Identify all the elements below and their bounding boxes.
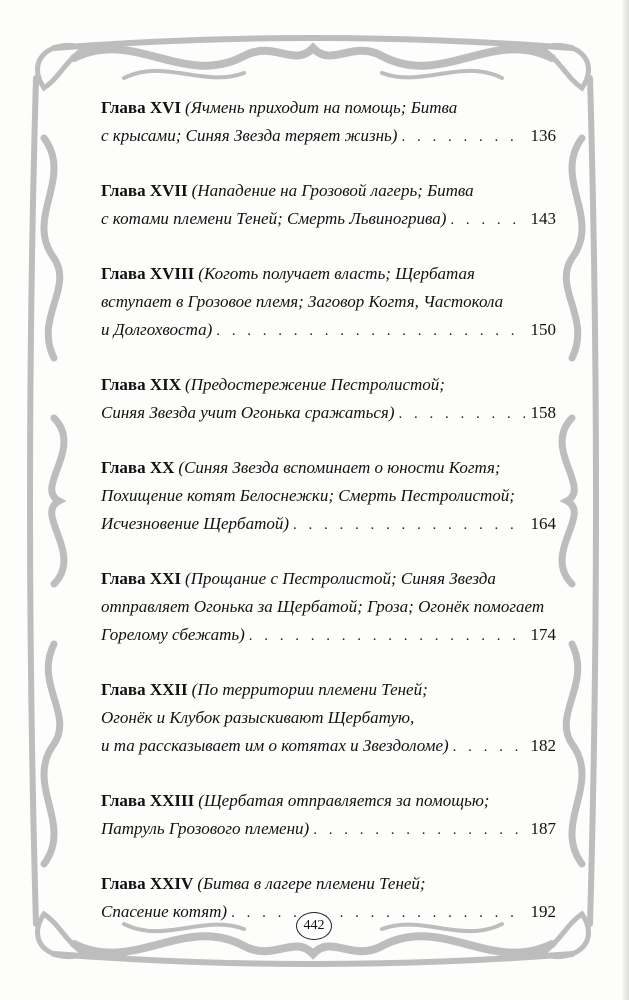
toc-entry-line bbox=[101, 565, 556, 593]
chapter-page-number: 136 bbox=[530, 126, 556, 145]
chapter-page-number: 192 bbox=[530, 902, 556, 921]
chapter-page-number: 158 bbox=[530, 403, 556, 422]
chapter-label: Глава XVI bbox=[101, 98, 182, 117]
page-edge-shadow bbox=[621, 0, 629, 1000]
chapter-label: Глава XX bbox=[101, 458, 175, 477]
toc-entry-line bbox=[101, 732, 556, 760]
toc-entry-line bbox=[101, 704, 556, 732]
chapter-label: Глава XXI bbox=[101, 569, 182, 588]
toc-entry-line bbox=[101, 787, 556, 815]
chapter-page-number: 187 bbox=[530, 819, 556, 838]
toc-entry-line bbox=[101, 621, 556, 649]
toc-entry-line bbox=[101, 593, 556, 621]
chapter-description: с крысами; Синяя Звезда теряет жизнь) bbox=[101, 126, 398, 145]
toc-entry-line bbox=[101, 482, 556, 510]
chapter-label: Глава XVII bbox=[101, 181, 188, 200]
dot-leader bbox=[313, 816, 524, 844]
chapter-description: (Коготь получает власть; Щербатая bbox=[198, 264, 475, 283]
chapter-description: вступает в Грозовое племя; Заговор Когтя, Частокола bbox=[101, 292, 504, 311]
chapter-description: (Нападение на Грозовой лагерь; Битва bbox=[191, 181, 474, 200]
dot-leader bbox=[216, 317, 524, 345]
toc-entry bbox=[101, 565, 556, 649]
dot-leader bbox=[401, 123, 524, 151]
toc-entry-line bbox=[101, 288, 556, 316]
chapter-page-number: 143 bbox=[530, 209, 556, 228]
toc-entry bbox=[101, 94, 556, 150]
toc-entry-line bbox=[101, 510, 556, 538]
toc-entry bbox=[101, 676, 556, 760]
chapter-description: (Прощание с Пестролистой; Синяя Звезда bbox=[185, 569, 496, 588]
toc-entry bbox=[101, 371, 556, 427]
toc-entry bbox=[101, 260, 556, 344]
chapter-description: и та рассказывает им о котятах и Звездоломе) bbox=[101, 736, 449, 755]
table-of-contents bbox=[101, 94, 556, 953]
chapter-description: (Синяя Звезда вспоминает о юности Когтя; bbox=[178, 458, 501, 477]
toc-entry-line bbox=[101, 870, 556, 898]
chapter-description: Огонёк и Клубок разыскивают Щербатую, bbox=[101, 708, 415, 727]
toc-entry-line bbox=[101, 94, 556, 122]
page-number: 442 bbox=[296, 912, 332, 940]
chapter-description: (Ячмень приходит на помощь; Битва bbox=[185, 98, 458, 117]
chapter-page-number: 150 bbox=[530, 320, 556, 339]
chapter-label: Глава XXII bbox=[101, 680, 188, 699]
chapter-description: (Щербатая отправляется за помощью; bbox=[198, 791, 490, 810]
toc-entry-line bbox=[101, 371, 556, 399]
chapter-label: Глава XIX bbox=[101, 375, 182, 394]
chapter-description: Синяя Звезда учит Огонька сражаться) bbox=[101, 403, 395, 422]
chapter-description: с котами племени Теней; Смерть Львиногрива) bbox=[101, 209, 447, 228]
chapter-description: Похищение котят Белоснежки; Смерть Пестролистой; bbox=[101, 486, 515, 505]
toc-entry-line bbox=[101, 815, 556, 843]
chapter-description: Исчезновение Щербатой) bbox=[101, 514, 290, 533]
chapter-page-number: 174 bbox=[530, 625, 556, 644]
chapter-label: Глава XXIV bbox=[101, 874, 194, 893]
toc-entry bbox=[101, 177, 556, 233]
chapter-description: (По территории племени Теней; bbox=[191, 680, 428, 699]
chapter-description: (Битва в лагере племени Теней; bbox=[197, 874, 426, 893]
toc-entry bbox=[101, 454, 556, 538]
toc-entry-line bbox=[101, 399, 556, 427]
dot-leader bbox=[453, 733, 525, 761]
toc-entry bbox=[101, 787, 556, 843]
toc-entry-line bbox=[101, 260, 556, 288]
toc-entry-line bbox=[101, 177, 556, 205]
toc-entry-line bbox=[101, 316, 556, 344]
chapter-label: Глава XXIII bbox=[101, 791, 195, 810]
chapter-description: Горелому сбежать) bbox=[101, 625, 245, 644]
chapter-page-number: 164 bbox=[530, 514, 556, 533]
chapter-label: Глава XVIII bbox=[101, 264, 195, 283]
dot-leader bbox=[399, 400, 525, 428]
dot-leader bbox=[293, 511, 524, 539]
chapter-description: (Предостережение Пестролистой; bbox=[185, 375, 445, 394]
dot-leader bbox=[231, 899, 524, 927]
chapter-description: Патруль Грозового племени) bbox=[101, 819, 310, 838]
chapter-page-number: 182 bbox=[530, 736, 556, 755]
dot-leader bbox=[249, 622, 525, 650]
dot-leader bbox=[450, 206, 524, 234]
chapter-description: и Долгохвоста) bbox=[101, 320, 213, 339]
toc-entry-line bbox=[101, 676, 556, 704]
toc-entry-line bbox=[101, 122, 556, 150]
chapter-description: Спасение котят) bbox=[101, 902, 228, 921]
toc-entry-line bbox=[101, 205, 556, 233]
chapter-description: отправляет Огонька за Щербатой; Гроза; Огонёк помогает bbox=[101, 597, 545, 616]
toc-entry-line bbox=[101, 454, 556, 482]
